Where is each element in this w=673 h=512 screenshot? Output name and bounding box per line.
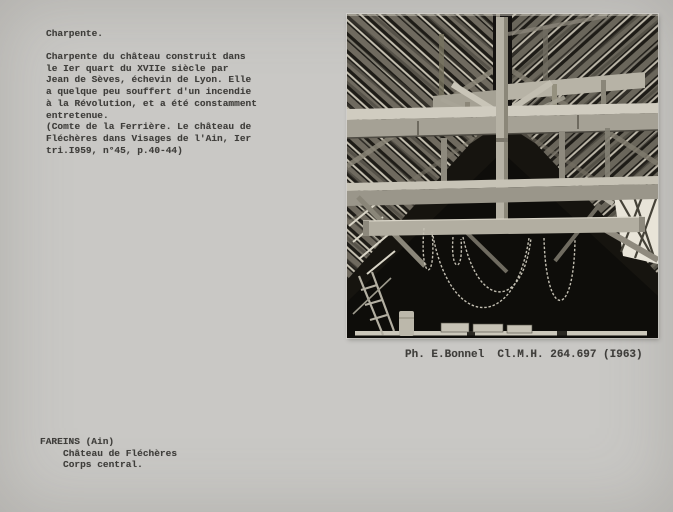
photo-top-edge [347, 14, 658, 16]
description-paragraph [46, 51, 257, 156]
footer-corps: Corps central. [63, 459, 143, 471]
footer-chateau: Château de Fléchères [63, 447, 178, 459]
location-footer [40, 436, 177, 471]
footer-location: FAREINS (Ain) [40, 436, 115, 447]
description-line: Fléchères dans Visages de l'Ain, Ier [46, 132, 252, 144]
description-line: (Comte de la Ferrière. Le château de [46, 121, 252, 133]
description-line: Jean de Sèves, échevin de Lyon. Elle [46, 74, 252, 86]
card-heading: Charpente. [46, 28, 104, 39]
bucket [399, 311, 414, 336]
description-line: à la Révolution, et a été constamment [46, 97, 257, 109]
description-line: tri.I959, n°45, p.40-44) [46, 144, 183, 156]
description-line: a quelque peu souffert d'un incendie [46, 86, 252, 98]
description-line: le Ier quart du XVIIe siècle par [46, 62, 229, 74]
charpente-photograph [347, 14, 658, 338]
photo-credit-caption: Ph. E.Bonnel Cl.M.H. 264.697 (I963) [405, 349, 643, 361]
description-line: Charpente du château construit dans [46, 51, 246, 62]
roof-timberwork-image [347, 14, 658, 338]
description-line: entretenue. [46, 109, 109, 121]
